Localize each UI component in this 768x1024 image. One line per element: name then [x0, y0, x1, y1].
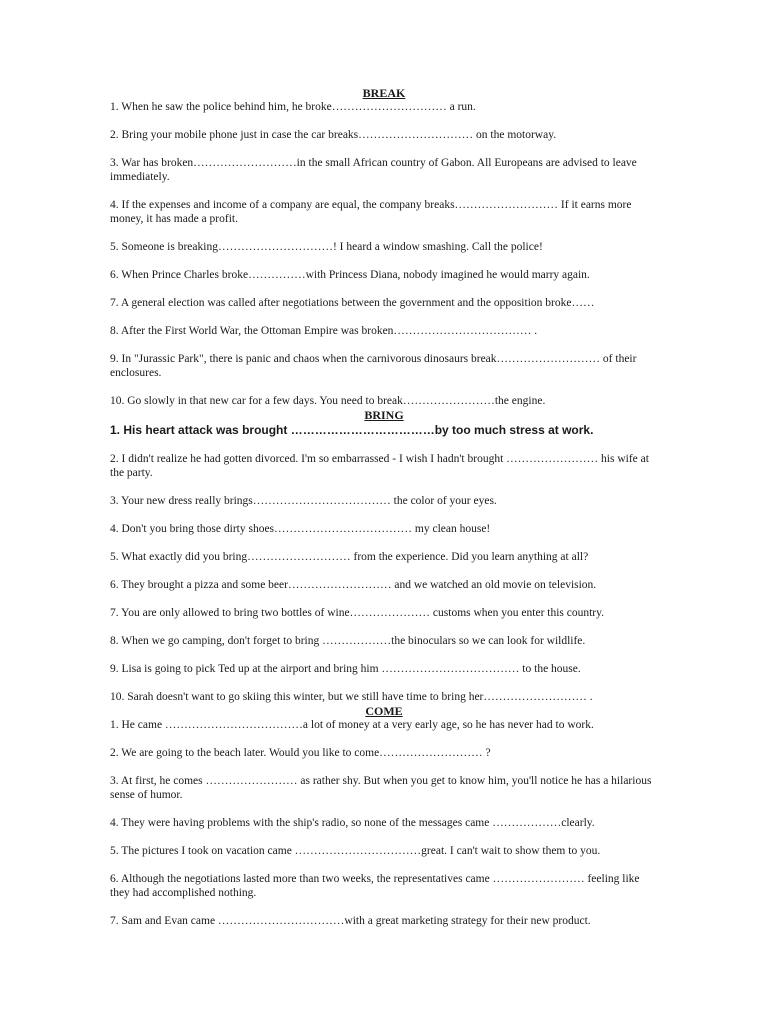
break-item-2: 2. Bring your mobile phone just in case the car breaks………………………… on the motorway.: [110, 129, 557, 141]
break-item-10: 10. Go slowly in that new car for a few days. You need to break……………………the engine.: [110, 395, 546, 407]
come-item-4: 4. They were having problems with the ship's radio, so none of the messages came ………………clearly.: [110, 817, 595, 829]
come-item-7: 7. Sam and Evan came ……………………………with a great marketing strategy for their new product.: [110, 915, 591, 927]
worksheet: [110, 86, 658, 928]
break-item-3: 3. War has broken………………………in the small African country of Gabon. All Europeans are advised to leave immediately.: [110, 157, 637, 183]
bring-item-5: 5. What exactly did you bring……………………… from the experience. Did you learn anything at all?: [110, 551, 589, 563]
bring-item-7: 7. You are only allowed to bring two bottles of wine………………… customs when you enter this country.: [110, 607, 605, 619]
break-item-8: 8. After the First World War, the Ottoman Empire was broken……………………………… .: [110, 325, 538, 337]
break-item-7: 7. A general election was called after negotiations between the government and the opposition broke……: [110, 297, 595, 309]
break-item-6: 6. When Prince Charles broke……………with Princess Diana, nobody imagined he would marry again.: [110, 269, 590, 281]
come-item-6: 6. Although the negotiations lasted more than two weeks, the representatives came …………………… feeling like they had accomplished nothing.: [110, 873, 640, 899]
break-item-9: 9. In "Jurassic Park", there is panic and chaos when the carnivorous dinosaurs break……………………… of their enclosures.: [110, 353, 637, 379]
break-item-1: 1. When he saw the police behind him, he broke………………………… a run.: [110, 101, 476, 113]
heading-come: COME: [365, 704, 403, 718]
heading-bring: BRING: [364, 408, 404, 422]
heading-break: BREAK: [362, 86, 406, 100]
come-item-5: 5. The pictures I took on vacation came ……………………………great. I can't wait to show them to you.: [110, 845, 601, 857]
bring-item-2: 2. I didn't realize he had gotten divorced. I'm so embarrassed - I wish I hadn't brought …………………… his wife at the party.: [110, 453, 649, 479]
come-item-2: 2. We are going to the beach later. Would you like to come……………………… ?: [110, 747, 491, 759]
come-item-3: 3. At first, he comes …………………… as rather shy. But when you get to know him, you'll notice he has a hilarious sense of humor.: [110, 775, 652, 801]
break-item-4: 4. If the expenses and income of a company are equal, the company breaks……………………… If it earns more money, it has made a profit.: [110, 199, 632, 225]
bring-item-10: 10. Sarah doesn't want to go skiing this winter, but we still have time to bring her……………………… .: [110, 691, 593, 703]
bring-item-1: 1. His heart attack was brought ………………………………by too much stress at work.: [110, 423, 594, 437]
bring-item-3: 3. Your new dress really brings……………………………… the color of your eyes.: [110, 495, 497, 507]
bring-item-4: 4. Don't you bring those dirty shoes……………………………… my clean house!: [110, 523, 491, 535]
bring-item-8: 8. When we go camping, don't forget to bring ………………the binoculars so we can look for wildlife.: [110, 635, 586, 647]
bring-item-6: 6. They brought a pizza and some beer……………………… and we watched an old movie on television.: [110, 579, 597, 591]
come-item-1: 1. He came ………………………………a lot of money at a very early age, so he has never had to work.: [110, 719, 594, 731]
break-item-5: 5. Someone is breaking…………………………! I heard a window smashing. Call the police!: [110, 241, 543, 253]
bring-item-9: 9. Lisa is going to pick Ted up at the airport and bring him ……………………………… to the house.: [110, 663, 581, 675]
